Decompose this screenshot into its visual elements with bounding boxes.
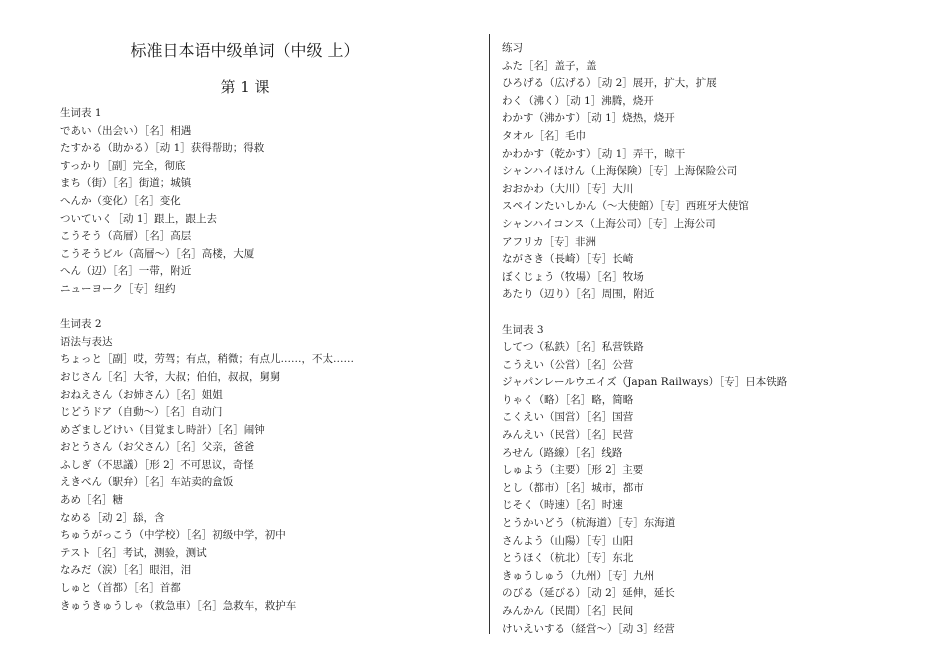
vocab-entry: おじさん［名］大爷，大叔；伯伯，叔叔，舅舅 [60,370,281,383]
vocab-entry: であい（出会い）［名］相遇 [60,124,192,137]
vocab-entry: テスト［名］考试，测验，测试 [60,546,207,559]
vocab-entry: タオル［名］毛巾 [502,129,586,142]
vocab-entry: してつ（私鉄）［名］私营铁路 [502,341,644,354]
vocab-entry: すっかり［副］完全，彻底 [60,159,186,172]
vocab-entry: ジャパンレールウエイズ（Japan Railways）［专］日本铁路 [502,376,788,389]
vocab-entry: けいえいする（経営～）［动 3］经营 [502,622,675,635]
section-heading-practice: 练习 [502,42,523,54]
vocab-entry: ふた［名］盖子，盖 [502,59,597,72]
vocab-list-1 [60,123,480,299]
vocab-entry: ニューヨーク［专］纽约 [60,282,176,295]
vocab-entry: ふしぎ（不思議）［形 2］不可思议，奇怪 [60,458,254,471]
vocab-entry: なみだ（涙）［名］眼泪，泪 [60,564,192,577]
vocab-entry: シャンハイほけん（上海保険）［专］上海保险公司 [502,165,738,178]
vocab-entry: おねえさん（お姉さん）［名］姐姐 [60,388,223,401]
vocab-entry: おおかわ（大川）［专］大川 [502,182,634,195]
vocab-entry: わく（沸く）［动 1］沸腾，烧开 [502,94,654,107]
vocab-entry: わかす（沸かす）［动 1］烧热，烧开 [502,112,675,125]
vocab-list-3 [502,339,932,638]
vocab-entry: とうかいどう（杭海道）［专］东海道 [502,517,676,530]
vocab-entry: とうほく（杭北）［专］东北 [502,552,634,565]
vocab-entry: かわかす（乾かす）［动 1］弄干，晾干 [502,147,686,160]
vocab-entry: まち（街）［名］街道；城镇 [60,177,192,190]
vocab-entry: えきべん（駅弁）［名］车站卖的盒饭 [60,476,234,489]
section-subheading-grammar: 语法与表达 [60,335,113,348]
vocab-entry: ながさき（長崎）［专］长崎 [502,253,634,266]
vocab-entry: ちゅうがっこう（中学校）［名］初级中学，初中 [60,529,286,542]
vocab-entry: シャンハイコンス（上海公司）［专］上海公司 [502,217,716,230]
vocab-entry: ちょっと［副］哎，劳驾；有点，稍微；有点儿……，不太…… [60,353,354,366]
vocab-entry: へん（辺）［名］一带，附近 [60,265,192,278]
vocab-entry: あたり（辺り）［名］周围，附近 [502,288,655,301]
vocab-entry: こうえい（公営）［名］公营 [502,358,634,371]
vocab-entry: とし（都市）［名］城市，都市 [502,481,644,494]
vocab-entry: ぼくじょう（牧場）［名］牧场 [502,270,644,283]
vocab-entry: しゅよう（主要）［形 2］主要 [502,464,644,477]
vocab-entry: おとうさん（お父さん）［名］父亲，爸爸 [60,441,255,454]
vocab-entry: じそく（時速）［名］时速 [502,499,623,512]
section-gap [60,299,480,317]
vocab-entry: きゅうきゅうしゃ（救急車）［名］急救车，救护车 [60,599,297,612]
vocab-entry: たすかる（助かる）［动 1］获得帮助；得救 [60,142,265,155]
vocab-entry: スペインたいしかん（～大使館）［专］西班牙大使馆 [502,200,749,213]
vocab-entry: しゅと（首都）［名］首都 [60,582,181,595]
vocab-entry: きゅうしゅう（九州）［专］九州 [502,569,655,582]
right-column [502,40,932,638]
vocab-entry: こうそう（高層）［名］高层 [60,230,192,243]
vocab-entry: こうそうビル（高層～）［名］高楼，大厦 [60,247,255,260]
vocab-entry: じどうドア（自動～）［名］自动门 [60,406,223,419]
vocab-entry: へんか（变化）［名］变化 [60,194,181,207]
section-heading-vocab-3: 生词表 3 [502,323,544,336]
vocab-entry: ろせん（路線）［名］线路 [502,446,623,459]
vocab-list-practice [502,58,932,304]
vocab-entry: みんえい（民営）［名］民营 [502,429,634,442]
lesson-title: 第 1 课 [220,78,270,96]
section-heading-vocab-2: 生词表 2 [60,318,102,331]
vocab-entry: りゃく（略）［名］略，简略 [502,393,634,406]
section-gap [502,304,932,322]
vocab-entry: のびる（延びる）［动 2］延伸，延长 [502,587,675,600]
vocab-entry: ひろげる（広げる）［动 2］展开，扩大，扩展 [502,77,717,90]
section-heading-vocab-1: 生词表 1 [60,107,102,119]
left-column [60,42,480,615]
vocab-entry: めざましどけい（目覚まし時計）［名］闹钟 [60,423,265,436]
vocab-list-2 [60,351,480,615]
vocab-entry: こくえい（国営）［名］国营 [502,411,634,424]
vocab-entry: さんよう（山陽）［专］山阳 [502,534,634,547]
document-title: 标准日本语中级单词（中级 上） [130,41,360,60]
column-divider [489,34,490,634]
vocab-entry: ついていく［动 1］跟上，跟上去 [60,212,218,225]
vocab-entry: みんかん（民間）［名］民间 [502,605,634,617]
vocab-entry: アフリカ［专］非洲 [502,235,596,248]
vocab-entry: あめ［名］糖 [60,494,123,507]
vocab-entry: なめる［动 2］舔，含 [60,511,165,524]
